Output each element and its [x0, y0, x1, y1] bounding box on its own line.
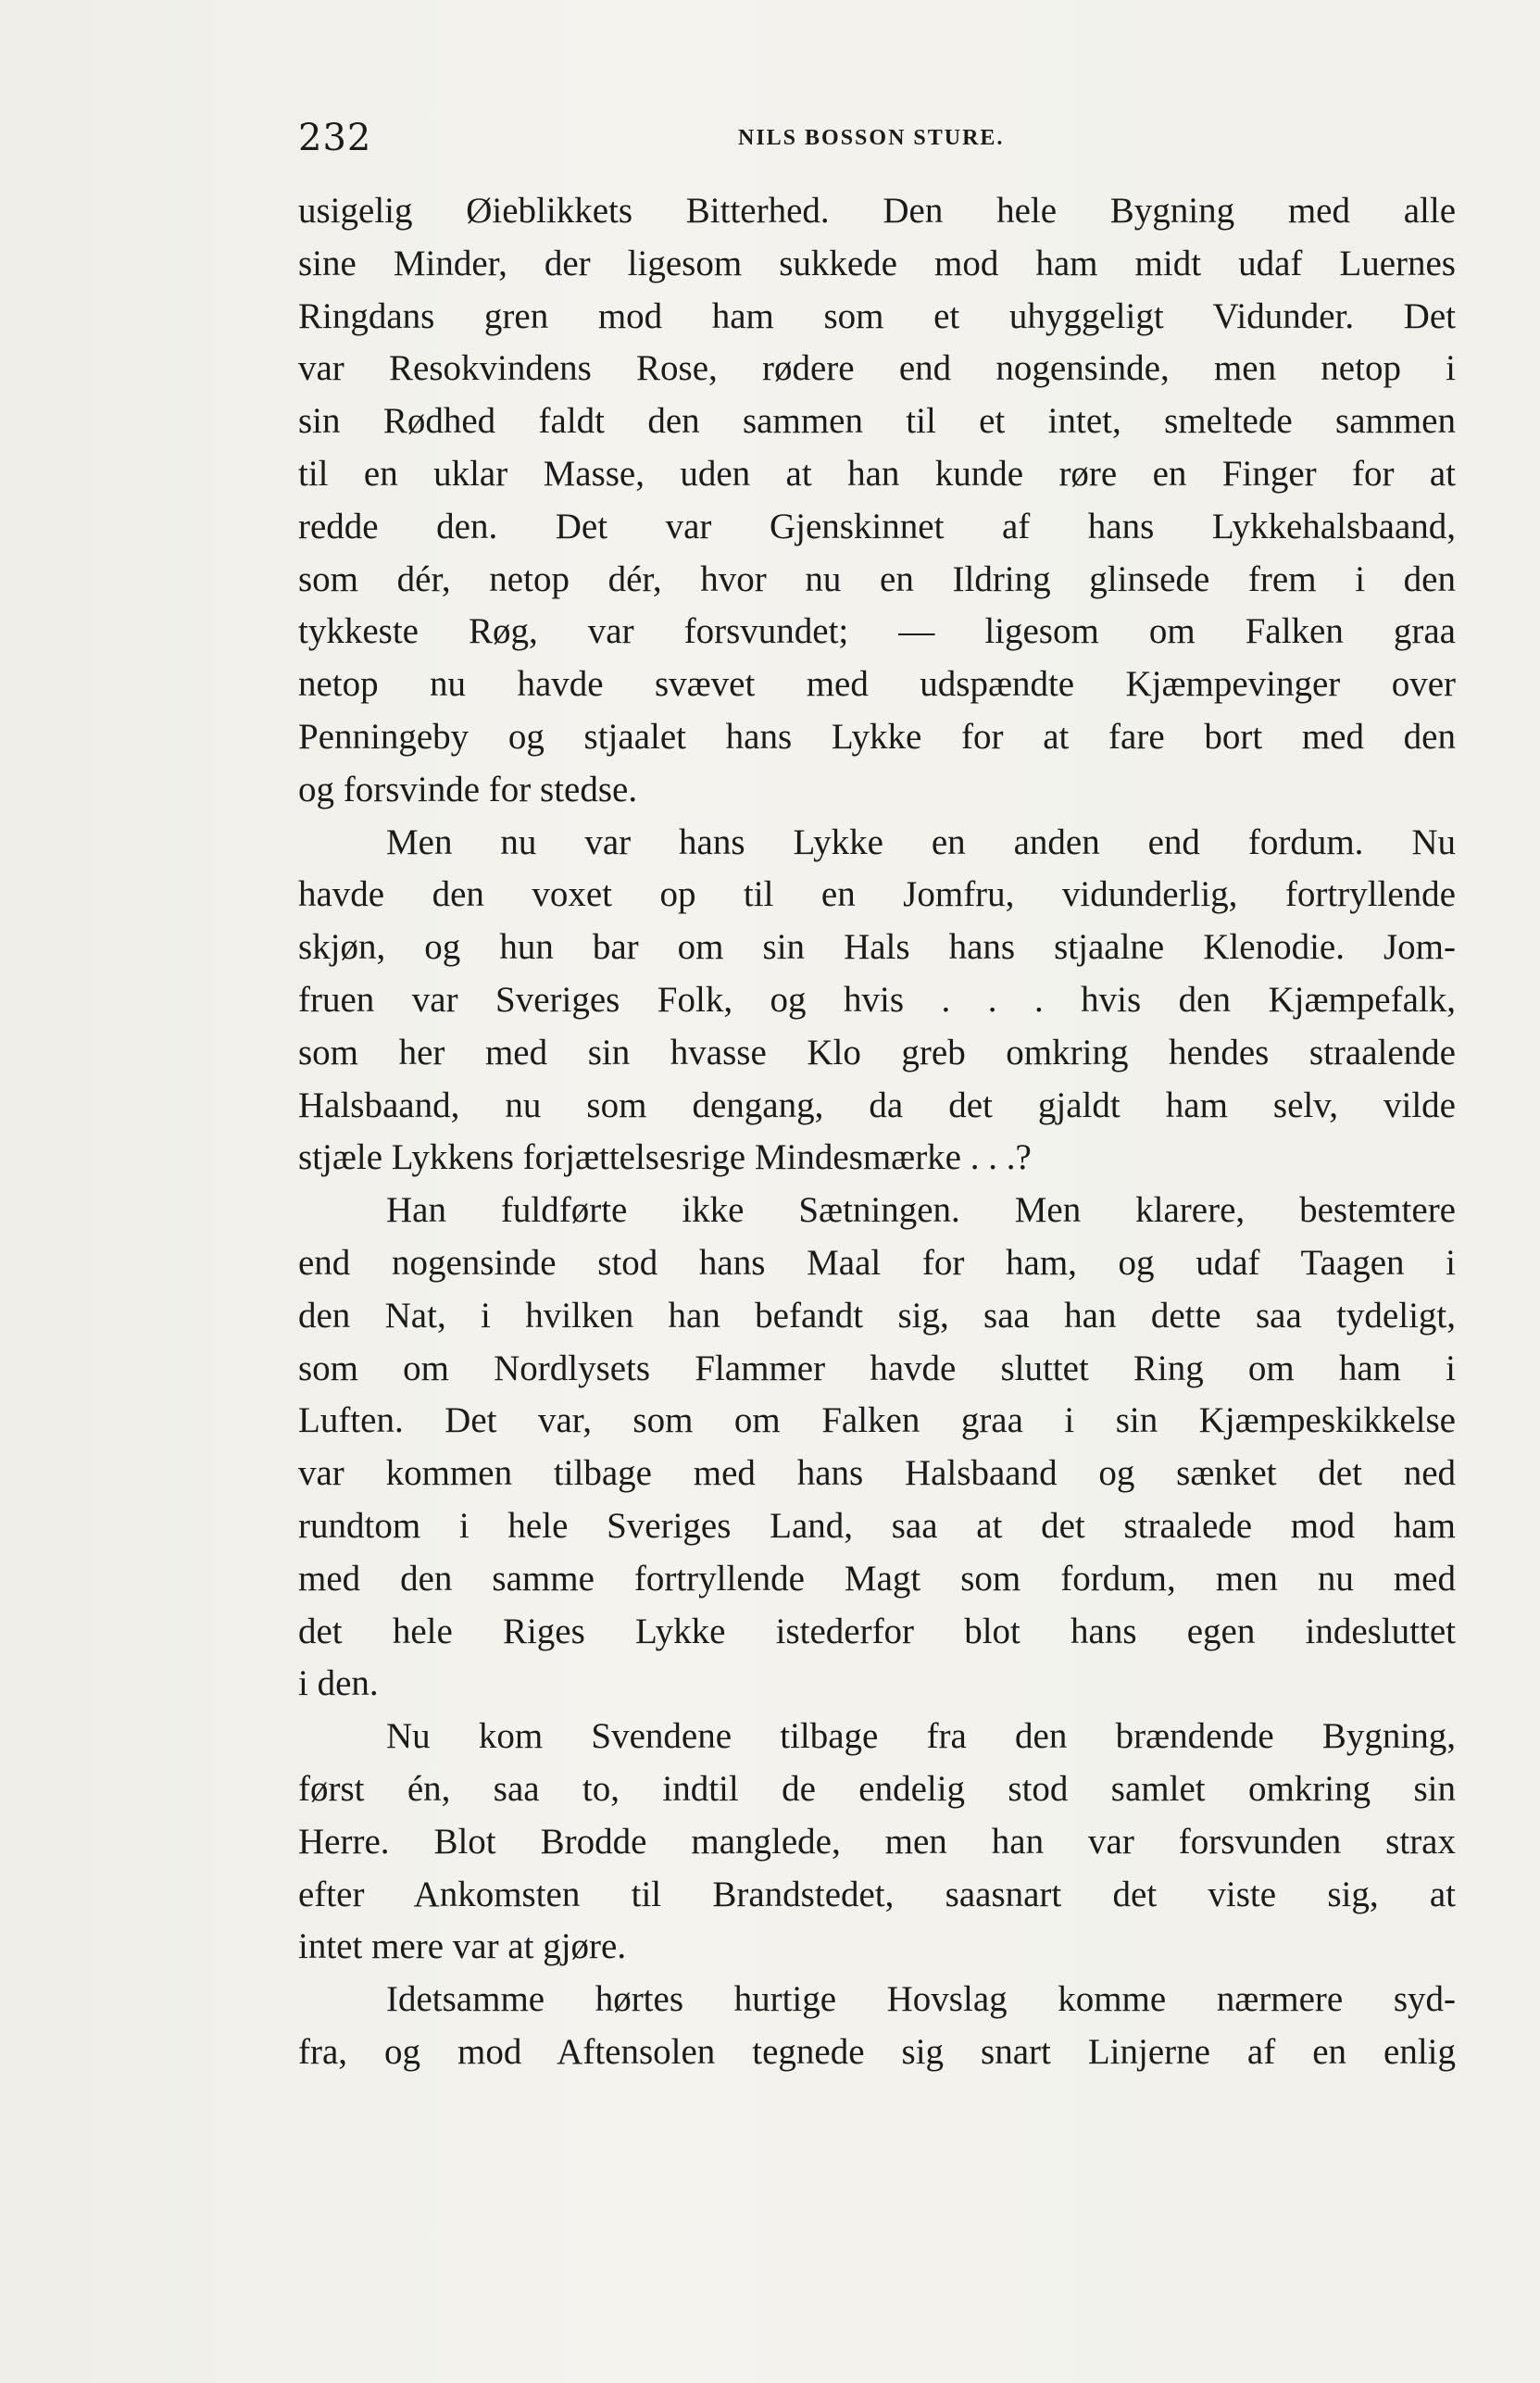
page-number: 232: [298, 117, 372, 159]
text-line: som her med sin hvasse Klo greb omkring hendes straalende: [298, 1032, 1456, 1072]
text-line: sin Rødhed faldt den sammen til et intet, smeltede sammen: [298, 401, 1456, 442]
text-line: Han fuldførte ikke Sætningen. Men klarere, bestemtere: [386, 1190, 1456, 1231]
text-line: den Nat, i hvilken han befandt sig, saa han dette saa tydeligt,: [298, 1295, 1456, 1336]
body-text: [298, 185, 1456, 2079]
text-line: havde den voxet op til en Jomfru, vidunderlig, fortryllende: [298, 874, 1456, 915]
paragraph: [298, 185, 1456, 817]
text-line: som om Nordlysets Flammer havde sluttet Ring om ham i: [298, 1348, 1456, 1388]
text-line: end nogensinde stod hans Maal for ham, og udaf Taagen i: [298, 1242, 1456, 1283]
text-line: tykkeste Røg, var forsvundet; — ligesom om Falken graa: [298, 611, 1456, 652]
text-line: var Resokvindens Rose, rødere end nogensinde, men netop i: [298, 348, 1456, 389]
paragraph: [298, 817, 1456, 1185]
text-line: stjæle Lykkens forjættelsesrige Mindesmærke . . .?: [298, 1137, 1032, 1178]
text-line: til en uklar Masse, uden at han kunde røre en Finger for at: [298, 453, 1456, 494]
text-line: skjøn, og hun bar om sin Hals hans stjaalne Klenodie. Jom-: [298, 927, 1456, 968]
text-line: Halsbaand, nu som dengang, da det gjaldt ham selv, vilde: [298, 1085, 1456, 1125]
text-line: det hele Riges Lykke istederfor blot hans egen indesluttet: [298, 1611, 1456, 1651]
text-line: Penningeby og stjaalet hans Lykke for at fare bort med den: [298, 716, 1456, 757]
text-line: rundtom i hele Sveriges Land, saa at det straalede mod ham: [298, 1505, 1456, 1546]
text-line: Ringdans gren mod ham som et uhyggeligt Vidunder. Det: [298, 295, 1456, 336]
paragraph: [298, 1974, 1456, 2079]
text-line: usigelig Øieblikkets Bitterhed. Den hele Bygning med alle: [298, 191, 1456, 231]
text-line: med den samme fortryllende Magt som fordum, men nu med: [298, 1558, 1456, 1599]
text-line: netop nu havde svævet med udspændte Kjæmpevinger over: [298, 664, 1456, 705]
text-line: fra, og mod Aftensolen tegnede sig snart Linjerne af en enlig: [298, 2031, 1456, 2072]
paragraph: [298, 1185, 1456, 1711]
text-line: fruen var Sveriges Folk, og hvis . . . hvis den Kjæmpefalk,: [298, 979, 1456, 1020]
text-line: Luften. Det var, som om Falken graa i sin Kjæmpeskikkelse: [298, 1400, 1456, 1441]
text-line: Herre. Blot Brodde manglede, men han var forsvunden strax: [298, 1821, 1456, 1862]
text-line: først én, saa to, indtil de endelig stod samlet omkring sin: [298, 1768, 1456, 1809]
text-line: efter Ankomsten til Brandstedet, saasnart det viste sig, at: [298, 1874, 1456, 1914]
page-header: [298, 109, 1456, 165]
text-line: Idetsamme hørtes hurtige Hovslag komme nærmere syd-: [386, 1979, 1456, 2020]
text-line: var kommen tilbage med hans Halsbaand og sænket det ned: [298, 1453, 1456, 1494]
text-line: sine Minder, der ligesom sukkede mod ham midt udaf Luernes: [298, 243, 1456, 283]
text-line: i den.: [298, 1663, 379, 1704]
text-line: redde den. Det var Gjenskinnet af hans Lykkehalsbaand,: [298, 506, 1456, 546]
text-line: intet mere var at gjøre.: [298, 1926, 627, 1967]
paragraph: [298, 1711, 1456, 1974]
running-head: NILS BOSSON STURE.: [738, 126, 1005, 150]
text-line: Men nu var hans Lykke en anden end fordum. Nu: [386, 822, 1456, 862]
text-line: og forsvinde for stedse.: [298, 769, 638, 809]
text-line: som dér, netop dér, hvor nu en Ildring glinsede frem i den: [298, 558, 1456, 599]
text-line: Nu kom Svendene tilbage fra den brændende Bygning,: [386, 1716, 1456, 1757]
